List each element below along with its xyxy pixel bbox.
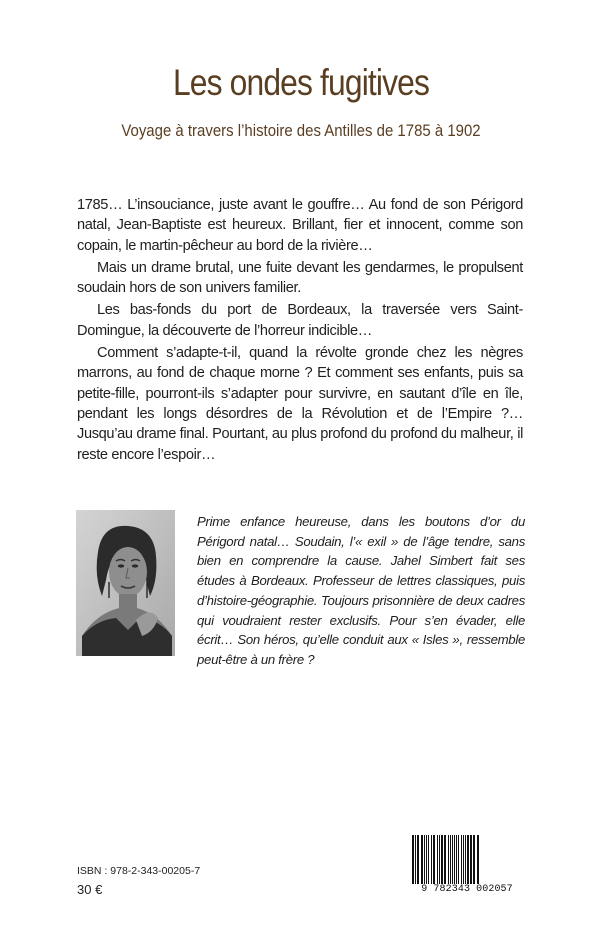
barcode-bar — [470, 835, 472, 885]
barcode-bar — [458, 835, 459, 885]
barcode-bar — [448, 835, 449, 885]
barcode-bar — [467, 835, 469, 885]
author-bio: Prime enfance heureuse, dans les boutons d’or du Périgord natal… Soudain, l’« exil » de l’âge tendre, sans bien en comprendre la cause. Jahel Simbert fait ses études à Bordeaux. Professeur de lettres classiques, puis d’histoire-géographie. Toujours prisonnière de deux cadres qui voudraient rester exclusifs. Pour s’en évader, elle écrit… Son héros, qu’elle conduit aux « Isles », ressemble peut-être à un frère ? — [197, 514, 525, 667]
barcode-bar — [437, 835, 438, 885]
barcode-bar — [477, 835, 479, 885]
barcode-digits: 9 782343 002057 — [405, 884, 529, 895]
barcode-bar — [456, 835, 457, 885]
barcode-bar — [450, 835, 451, 885]
book-summary — [77, 195, 523, 467]
barcode-bar — [452, 835, 453, 885]
barcode-bar — [461, 835, 462, 885]
summary-paragraph: Les bas-fonds du port de Bordeaux, la traversée vers Saint-Domingue, la découverte de l’horreur indicible… — [77, 302, 523, 339]
barcode-bar — [415, 835, 416, 885]
barcode-bar — [465, 835, 466, 885]
book-subtitle: Voyage à travers l’histoire des Antilles de 1785 à 1902 — [121, 121, 481, 140]
author-photo — [76, 510, 175, 656]
summary-paragraph: Comment s’adapte-t-il, quand la révolte gronde chez les nègres marrons, au fond de chaque morne ? Et comment ses enfants, puis sa petite-fille, pourront-ils s’adapter pour survivre, en sautant d’île en île, pendant les longs désordres de la Révolution et de l’Empire ?… Jusqu’au drame final. Pourtant, au plus profond du profond du malheur, il reste encore l’espoir… — [77, 345, 523, 463]
barcode-bar — [417, 835, 419, 885]
barcode-bar — [421, 835, 423, 885]
barcode-bar — [473, 835, 475, 885]
barcode-bar — [441, 835, 443, 885]
barcode-bar — [426, 835, 427, 885]
book-title: Les ondes fugitives — [172, 62, 430, 103]
barcode-bar — [439, 835, 440, 885]
barcode-bar — [433, 835, 435, 885]
isbn-label: ISBN : 978-2-343-00205-7 — [77, 865, 201, 877]
barcode-bar — [431, 835, 432, 885]
author-portrait-image — [76, 510, 175, 656]
price-label: 30 € — [77, 882, 103, 897]
summary-paragraph: 1785… L’insouciance, juste avant le gouffre… Au fond de son Périgord natal, Jean-Baptiste est heureux. Brillant, fier et innocent, comme son copain, le martin-pêcheur au bord de la rivière… — [77, 197, 523, 254]
barcode-bar — [454, 835, 455, 885]
barcode-bar — [424, 835, 425, 885]
barcode-bar — [444, 835, 446, 885]
summary-paragraph: Mais un drame brutal, une fuite devant les gendarmes, le propulsent soudain hors de son univers familier. — [77, 259, 523, 297]
barcode-bar — [463, 835, 464, 885]
barcode-bar — [412, 835, 414, 885]
barcode-bar — [428, 835, 429, 885]
barcode-bars — [410, 835, 524, 885]
